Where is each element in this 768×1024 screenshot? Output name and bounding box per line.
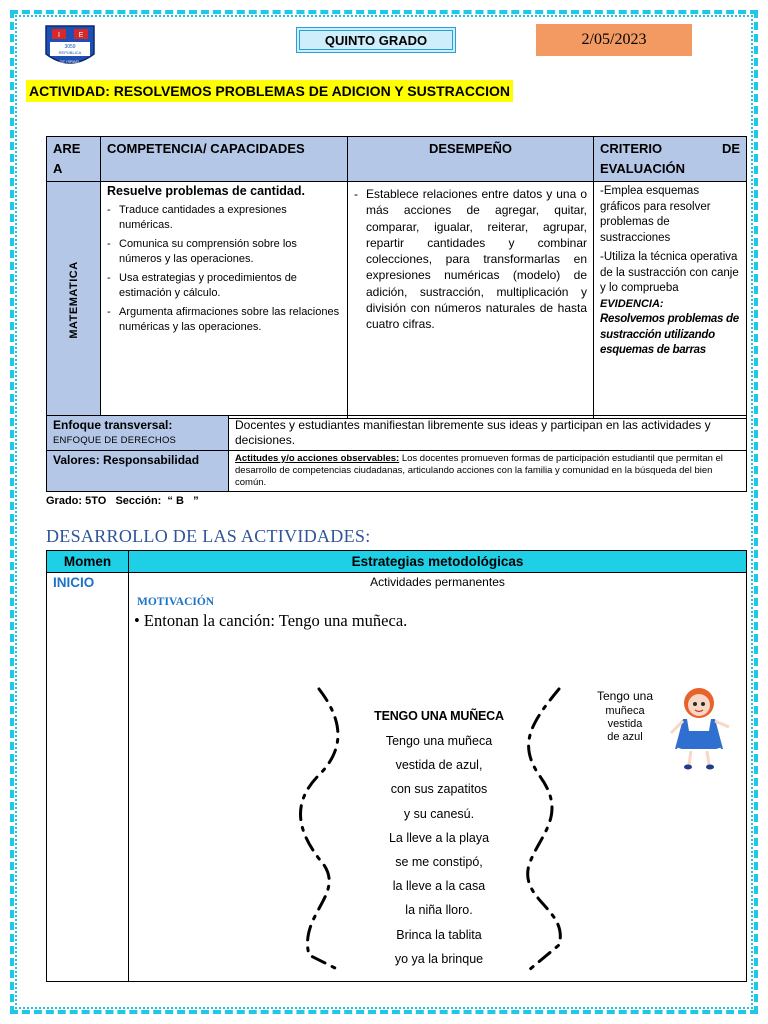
capacidad-item: - Usa estrategias y procedimientos de estimación y cálculo.: [107, 271, 341, 301]
moment-inicio: INICIO: [47, 573, 129, 982]
song-line: Brinca la tablita: [396, 927, 482, 942]
school-logo: [44, 24, 96, 70]
desarrollo-heading: DESARROLLO DE LAS ACTIVIDADES:: [46, 526, 371, 546]
svg-text:DE ISRAEL: DE ISRAEL: [59, 59, 81, 64]
song-intro: • Entonan la canción: Tengo una muñeca.: [134, 611, 408, 630]
competencia-cell: [101, 182, 348, 419]
area-label: MATEMATICA: [67, 261, 80, 339]
song-line: se me constipó,: [395, 855, 483, 870]
doll-figure-icon: [671, 688, 729, 770]
actividades-permanentes: Actividades permanentes: [370, 575, 505, 589]
criterio-item: -Emplea esquemas gráficos para resolver problemas de sustracciones: [600, 185, 711, 244]
grade-label: QUINTO GRADO: [299, 30, 453, 50]
song-line: Tengo una muñeca: [385, 734, 493, 748]
song-lyrics: [317, 709, 561, 971]
song-line: con sus zapatitos: [390, 782, 488, 797]
activity-title: ACTIVIDAD: RESOLVEMOS PROBLEMAS DE ADICION Y SUSTRACCION: [26, 80, 513, 102]
capacidad-item: - Argumenta afirmaciones sobre las relaciones numéricas y las operaciones.: [107, 305, 341, 335]
valores-bold: Actitudes y/o acciones observables:: [235, 453, 400, 464]
valores-label: Valores: Responsabilidad: [47, 451, 229, 492]
svg-text:vestida: vestida: [607, 718, 643, 730]
song-line: y su canesú.: [403, 806, 475, 821]
desempeno-cell: [348, 182, 594, 419]
song-line: La lleve a la playa: [388, 830, 490, 845]
svg-text:Tengo una: Tengo una: [596, 689, 654, 703]
header-area: ARE A: [47, 137, 101, 182]
svg-text:E: E: [78, 32, 84, 39]
desempeno-text: - Establece relaciones entre datos y una o más acciones de agregar, quitar, comparar, igualar, reiterar, agrupar, repartir cantidades y combinar colecciones, para transformarlas en expresiones numéricas (modelo) de adición, sustracción, multiplicación y división con números naturales de hasta cuatro cifras.: [354, 186, 587, 333]
svg-text:I: I: [58, 32, 60, 39]
svg-text:de azul: de azul: [607, 731, 643, 743]
capacidad-item: - Traduce cantidades a expresiones numéricas.: [107, 203, 341, 233]
date-label: 2/05/2023: [536, 24, 692, 56]
valores-text: Los docentes promueven formas de participación estudiantil que permitan el desarrollo de competencias ciudadanas, articulando acciones con la familia y comunidad en la búsqueda del bien común.: [235, 453, 723, 488]
capacidad-item: - Comunica su comprensión sobre los números y las operaciones.: [107, 237, 341, 267]
motivacion-label: MOTIVACIÓN: [137, 596, 215, 608]
enfoque-sublabel: ENFOQUE DE DERECHOS: [53, 435, 177, 446]
header-criterio: CRITERIO DE EVALUACIÓN: [594, 137, 747, 182]
enfoque-text: Docentes y estudiantes manifiestan libremente sus ideas y participan en las actividades y decisiones.: [229, 416, 747, 451]
area-cell: [47, 182, 101, 419]
criterio-item: -Utiliza la técnica operativa de la sustracción con canje y lo comprueba: [600, 251, 739, 294]
song-line: yo ya la brinque: [394, 951, 484, 966]
enfoque-label-cell: [47, 416, 229, 451]
song-line: vestida de azul,: [395, 758, 483, 773]
grade-box: [296, 27, 456, 53]
capacidades-list: [107, 203, 341, 335]
grado-seccion: Grado: 5TO Sección: “ B ”: [46, 495, 199, 507]
competencias-table: [46, 136, 747, 419]
activities-table: [46, 550, 747, 982]
criterio-cell: [594, 182, 747, 419]
doll-illustration: [591, 683, 741, 773]
svg-text:muñeca: muñeca: [605, 705, 645, 717]
header-desempeno: DESEMPEÑO: [348, 137, 594, 182]
song-title: TENGO UNA MUÑECA: [374, 709, 504, 723]
enfoque-label: Enfoque transversal:: [53, 418, 173, 432]
competencia-title: Resuelve problemas de cantidad.: [107, 184, 305, 198]
evidencia-text: Resolvemos problemas de sustracción utilizando esquemas de barras: [600, 313, 739, 356]
enfoque-table: [46, 415, 747, 492]
song-line: la lleve a la casa: [392, 879, 486, 894]
valores-text-cell: [229, 451, 747, 492]
svg-text:3059: 3059: [64, 44, 76, 50]
strategy-cell: [129, 573, 747, 982]
svg-text:REPÚBLICA: REPÚBLICA: [58, 50, 82, 55]
song-line: la niña lloro.: [405, 903, 473, 918]
header-competencia: COMPETENCIA/ CAPACIDADES: [101, 137, 348, 182]
header-moment: Momen: [47, 551, 129, 573]
evidencia-label: EVIDENCIA:: [600, 297, 664, 310]
header-strategy: Estrategias metodológicas: [129, 551, 747, 573]
